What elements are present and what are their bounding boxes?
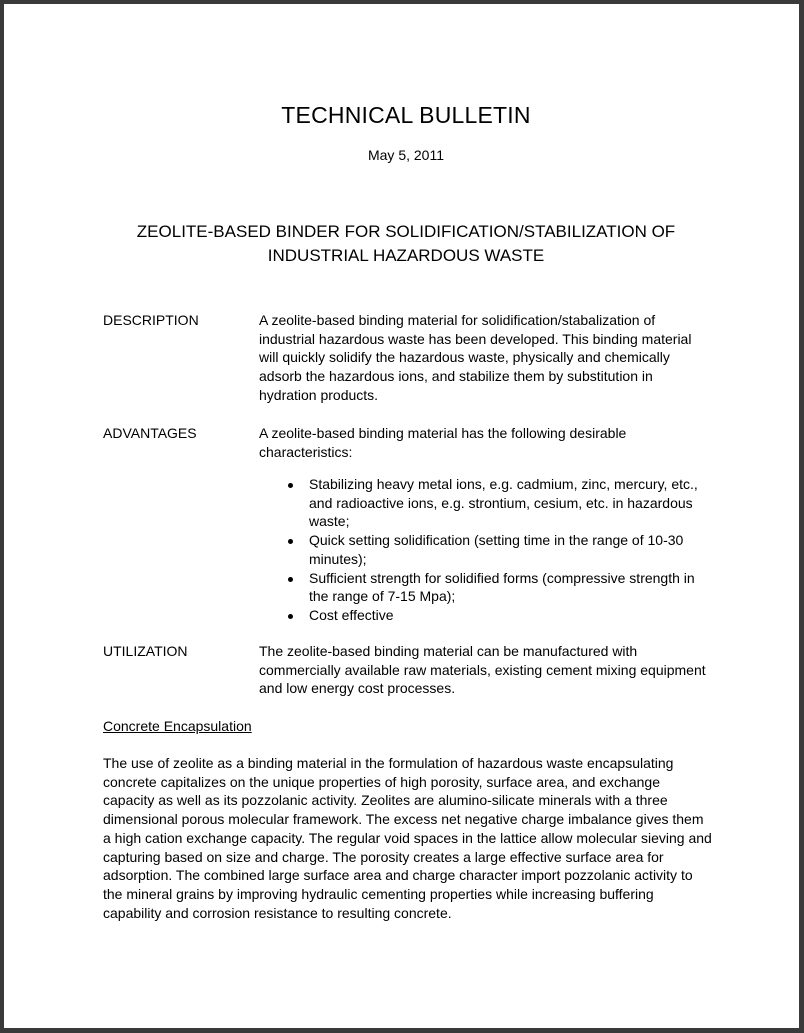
- advantages-label: ADVANTAGES: [103, 425, 197, 441]
- list-item-text: Sufficient strength for solidified forms (compressive strength in the range of 7-15 Mpa);: [309, 569, 695, 605]
- utilization-label: UTILIZATION: [103, 643, 188, 659]
- list-item: [284, 606, 714, 625]
- bullet-icon: [288, 577, 293, 582]
- subtitle-line-1: ZEOLITE-BASED BINDER FOR SOLIDIFICATION/STABILIZATION OF: [136, 222, 676, 241]
- document-title: TECHNICAL BULLETIN: [281, 102, 531, 128]
- section-heading-concrete: Concrete Encapsulation: [103, 718, 252, 734]
- list-item-text: Cost effective: [309, 606, 394, 623]
- document-date: May 5, 2011: [367, 147, 444, 163]
- bullet-icon: [288, 483, 293, 488]
- list-item-text: Stabilizing heavy metal ions, e.g. cadmium, zinc, mercury, etc., and radioactive ions, e.g. strontium, cesium, etc. in hazardous waste;: [309, 476, 698, 530]
- list-item: [284, 531, 714, 568]
- list-item: [284, 569, 714, 606]
- subtitle-line-2: INDUSTRIAL HAZARDOUS WASTE: [267, 246, 545, 265]
- advantages-intro: A zeolite-based binding material has the following desirable characteristics:: [259, 425, 627, 460]
- bullet-icon: [288, 614, 293, 619]
- description-text: A zeolite-based binding material for solidification/stabalization of industrial hazardous waste has been developed. This binding material will quickly solidify the hazardous waste, physically and chemically adsorb the hazardous ions, and stabilize them by substitution in hydration products.: [259, 312, 692, 403]
- document-subtitle: [104, 220, 708, 268]
- description-label: DESCRIPTION: [103, 312, 199, 328]
- advantages-list: [284, 475, 714, 625]
- concrete-paragraph: The use of zeolite as a binding material in the formulation of hazardous waste encapsulating concrete capitalizes on the unique properties of high porosity, surface area, and exchange capacity as well as its pozzolanic activity. Zeolites are alumino-silicate minerals with a three dimensional porous molecular framework. The excess net negative charge imbalance gives them a high cation exchange capacity. The regular void spaces in the lattice allow molecular sieving and capturing based on size and charge. The porosity creates a large effective surface area for adsorption. The combined large surface area and charge character import pozzolanic activity to the mineral grains by improving hydraulic cementing properties while increasing buffering capability and corrosion resistance to resulting concrete.: [103, 755, 712, 921]
- list-item-text: Quick setting solidification (setting time in the range of 10-30 minutes);: [309, 532, 684, 567]
- utilization-text: The zeolite-based binding material can be manufactured with commercially available raw materials, existing cement mixing equipment and low energy cost processes.: [259, 643, 706, 697]
- list-item: [284, 475, 714, 531]
- bullet-icon: [288, 539, 293, 544]
